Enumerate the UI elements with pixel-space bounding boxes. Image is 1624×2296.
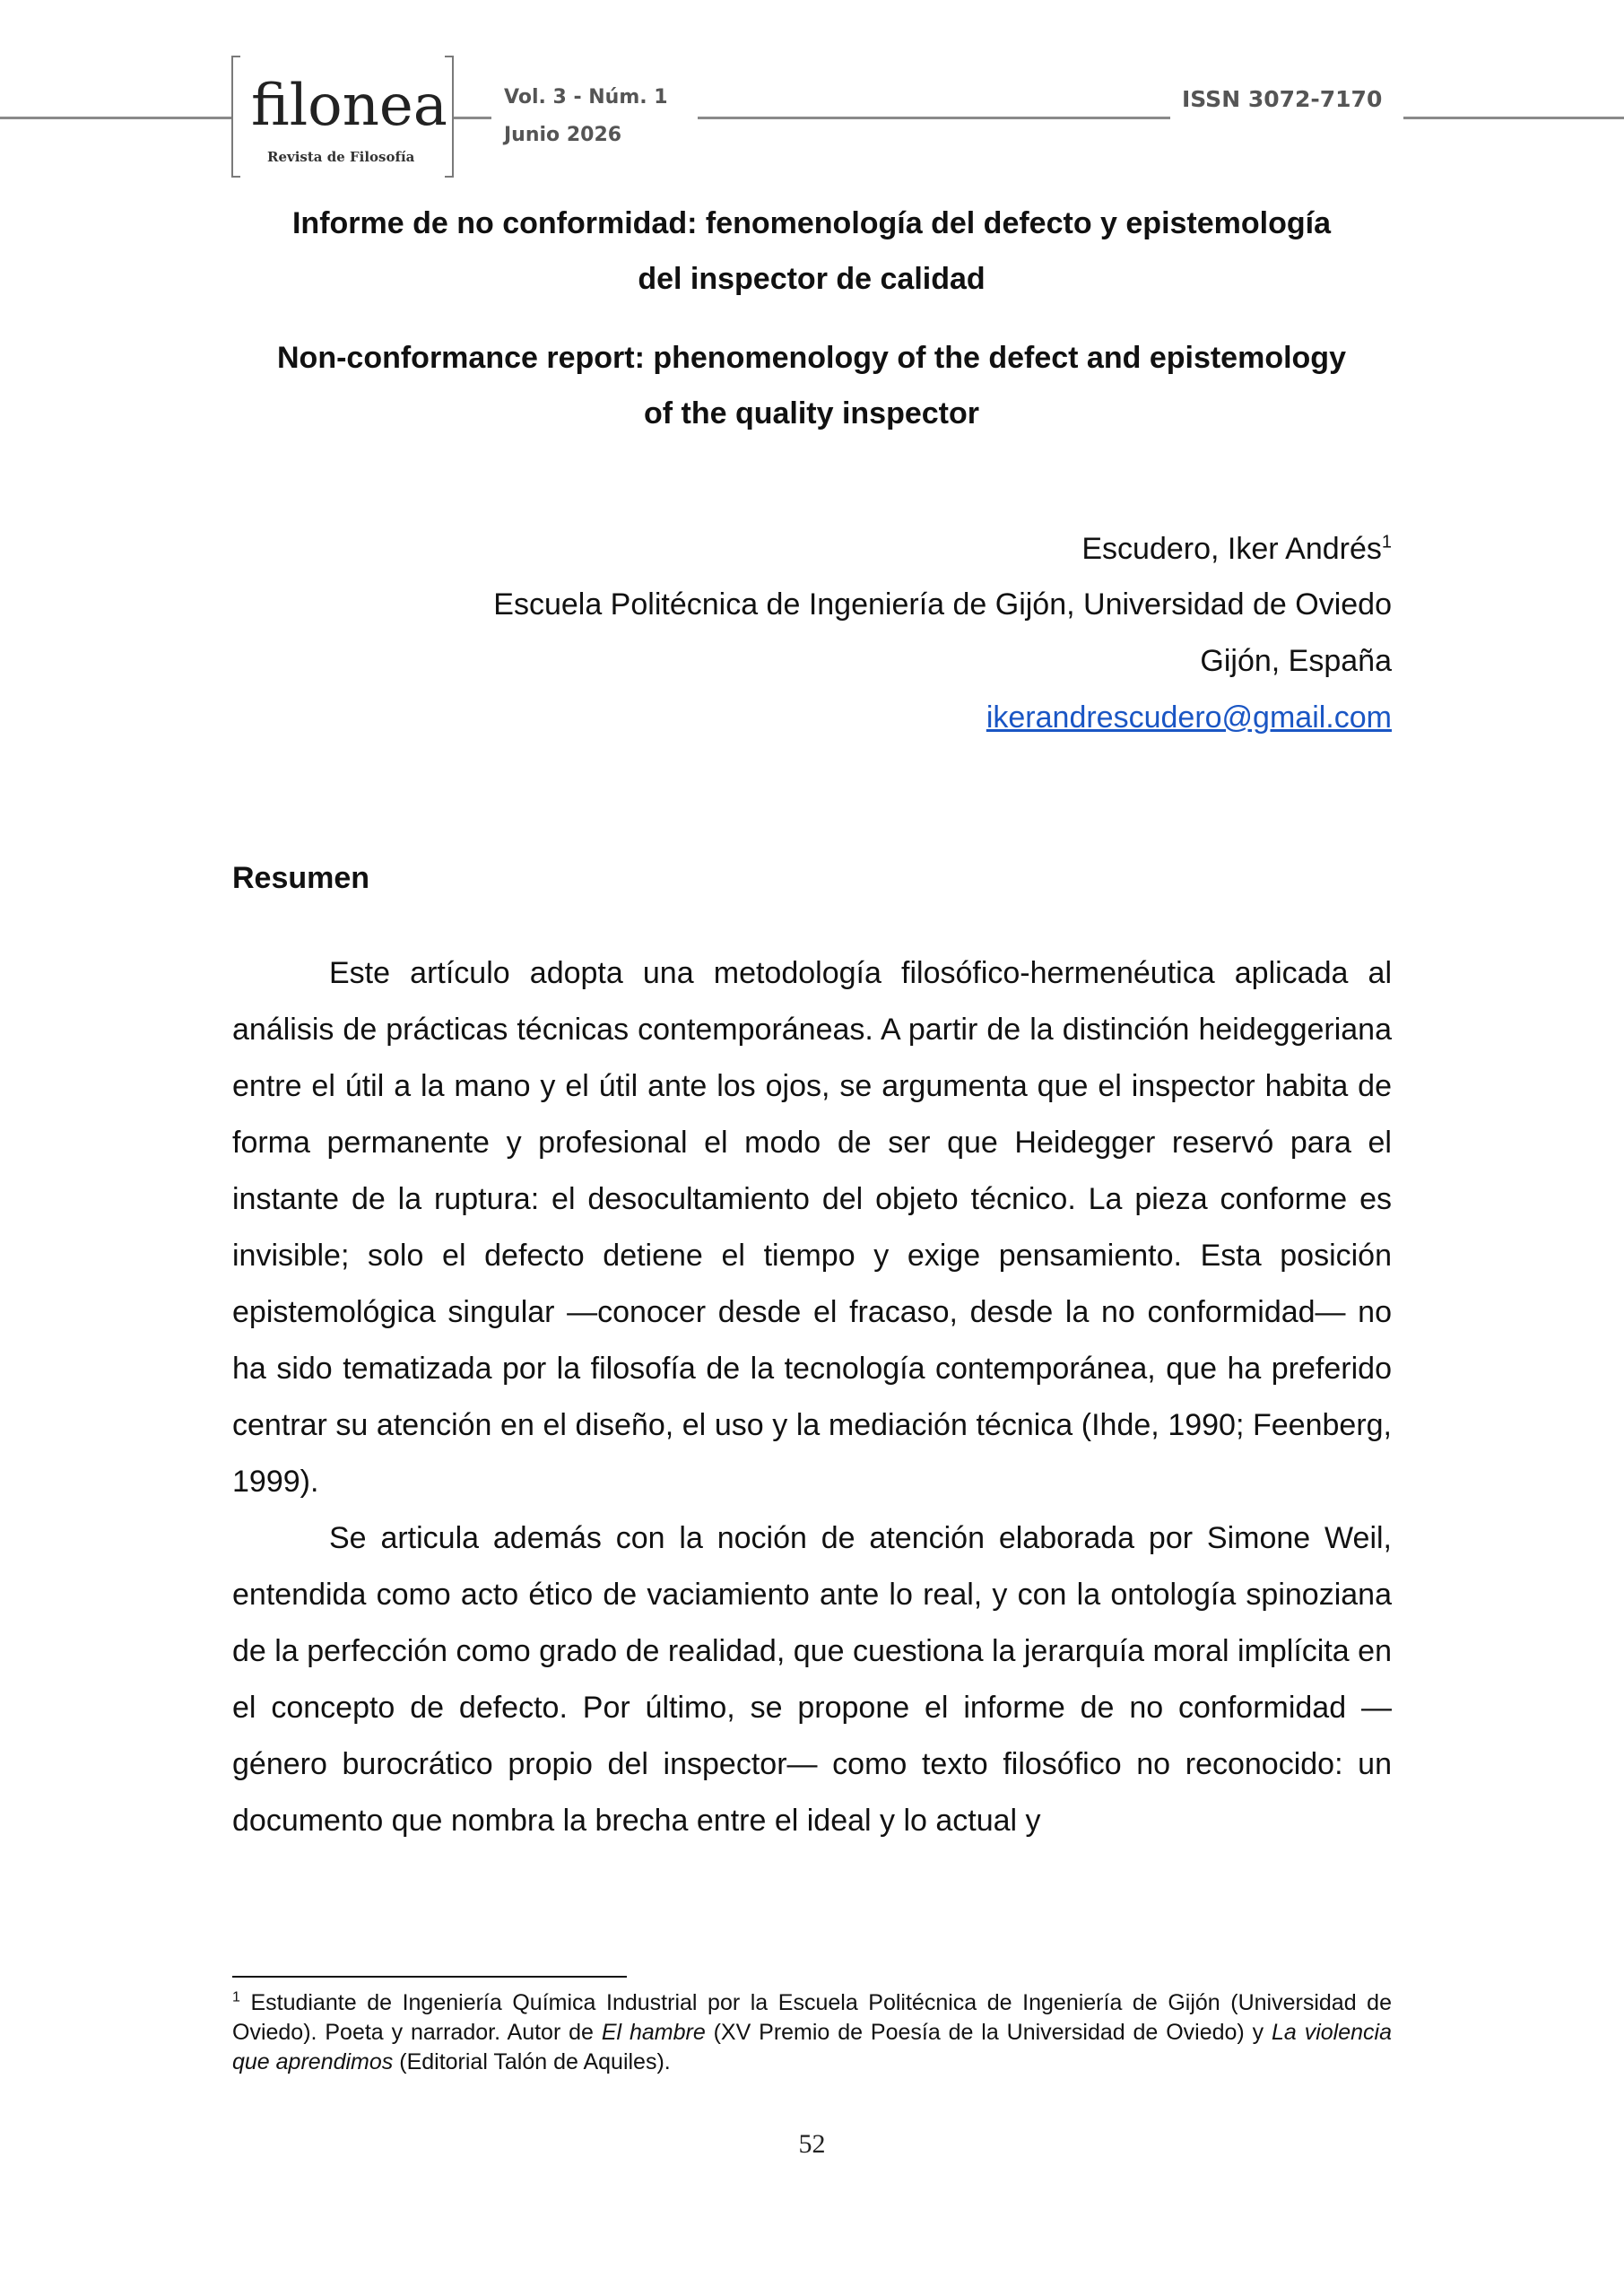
footnote-book-1: El hambre bbox=[601, 2020, 706, 2045]
issue-date: Junio 2026 bbox=[504, 124, 622, 146]
author-institution: Escuela Politécnica de Ingeniería de Gijón, Universidad de Oviedo bbox=[493, 587, 1392, 622]
abstract-heading: Resumen bbox=[232, 861, 370, 895]
journal-logo bbox=[231, 56, 454, 178]
title-spanish-line-2: del inspector de calidad bbox=[638, 262, 986, 296]
title-spanish-line-1: Informe de no conformidad: fenomenología del defecto y epistemología bbox=[291, 206, 1331, 240]
title-english-line-2: of the quality inspector bbox=[643, 396, 980, 430]
footnote-separator bbox=[232, 1976, 627, 1978]
issue-volume: Vol. 3 - Núm. 1 bbox=[504, 86, 668, 109]
page-number: 52 bbox=[798, 2129, 826, 2159]
logo-bracket-left bbox=[231, 56, 240, 178]
footnote bbox=[232, 1988, 1392, 2077]
author-email-link[interactable]: ikerandrescudero@gmail.com bbox=[986, 700, 1392, 735]
issn: ISSN 3072-7170 bbox=[1182, 86, 1383, 112]
author-name: Escudero, Iker Andrés bbox=[1081, 532, 1382, 566]
author-name-line bbox=[1081, 529, 1392, 569]
title-english bbox=[229, 330, 1394, 441]
title-english-line-1: Non-conformance report: phenomenology of the defect and epistemology bbox=[277, 341, 1346, 375]
author-location: Gijón, España bbox=[1200, 644, 1392, 678]
footnote-text-b: (XV Premio de Poesía de la Universidad de Oviedo) y bbox=[705, 2020, 1272, 2045]
title-spanish bbox=[229, 196, 1394, 307]
footnote-book-2: La violencia que aprendimos bbox=[232, 2020, 1392, 2074]
abstract-paragraph-1: Este artículo adopta una metodología filosófico-hermenéutica aplicada al análisis de prácticas técnicas contemporáneas. A partir de la distinción heideggeriana entre el útil a la mano y el útil ante los ojos, se argumenta que el inspector habita de forma permanente y profesional el modo de ser que Heidegger reservó para el instante de la ruptura: el desocultamiento del objeto técnico. La pieza conforme es invisible; solo el defecto detiene el tiempo y exige pensamiento. Esta posición epistemológica singular —conocer desde el fracaso, desde la no conformidad— no ha sido tematizada por la filosofía de la tecnología contemporánea, que ha preferido centrar su atención en el diseño, el uso y la mediación técnica (Ihde, 1990; Feenberg, 1999). bbox=[232, 956, 1392, 1499]
footnote-text-a: Estudiante de Ingeniería Química Industrial por la Escuela Politécnica de Ingeniería de Gijón (Universidad de Oviedo). Poeta y narrador. Autor de bbox=[232, 1990, 1392, 2045]
logo-subtitle: Revista de Filosofía bbox=[267, 149, 415, 165]
footnote-number: 1 bbox=[232, 1989, 240, 2005]
abstract-paragraph-2: Se articula además con la noción de atención elaborada por Simone Weil, entendida como acto ético de vaciamiento ante lo real, y con la ontología spinoziana de la perfección como grado de realidad, que cuestiona la jerarquía moral implícita en el concepto de defecto. Por último, se propone el informe de no conformidad —género burocrático propio del inspector— como texto filosófico no reconocido: un documento que nombra la brecha entre el ideal y lo actual y bbox=[232, 1521, 1392, 1838]
author-footnote-mark[interactable]: 1 bbox=[1381, 532, 1392, 552]
logo-wordmark: filonea bbox=[251, 73, 447, 139]
footnote-text-c: (Editorial Talón de Aquiles). bbox=[393, 2049, 671, 2074]
abstract-body bbox=[232, 945, 1392, 1849]
